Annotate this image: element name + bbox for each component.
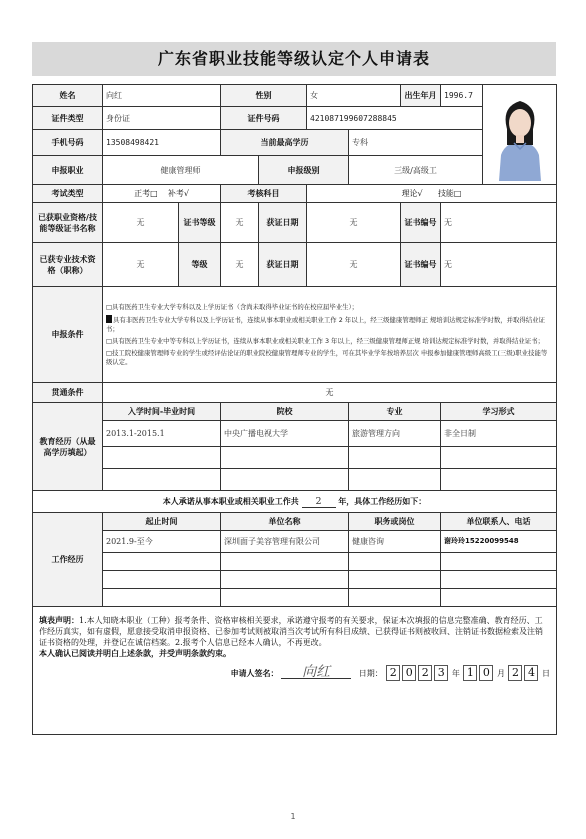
page-number: 1 [290, 812, 296, 821]
edu-cell [103, 469, 221, 491]
edu-cell [349, 469, 441, 491]
work-header-position: 职务或岗位 [349, 513, 441, 531]
exam-subject-label: 考核科目 [221, 185, 307, 203]
work-cell [349, 553, 441, 571]
subject-theory-option: 理论√ [401, 189, 423, 198]
through-label: 贯通条件 [33, 383, 103, 403]
level2-value: 无 [221, 243, 259, 287]
month-char: 月 [496, 669, 505, 678]
education-value: 专科 [349, 129, 483, 156]
day-digit: 4 [524, 665, 538, 681]
applicant-signature: 向红 [281, 667, 351, 679]
exam-retake-option: 补考√ [167, 189, 189, 198]
subject-skill-option: 技能□ [437, 189, 462, 198]
checked-box-icon [106, 315, 112, 323]
cert-level-label: 证书等级 [179, 203, 221, 243]
birth-label: 出生年月 [401, 85, 441, 107]
work-cell [103, 553, 221, 571]
sign-label: 申请人签名： [230, 669, 279, 678]
edu-cell [441, 447, 557, 469]
work-header-period: 起止时间 [103, 513, 221, 531]
id-type-label: 证件类型 [33, 107, 103, 129]
date-digit: 2 [386, 665, 400, 681]
level-label: 申报级别 [259, 156, 349, 185]
edu-cell [221, 447, 349, 469]
declaration-head: 填表声明： [39, 616, 79, 625]
condition-item-checked [106, 315, 553, 334]
tech-title-label: 已获专业技术资格（职称） [33, 243, 103, 287]
date-label: 日期： [358, 669, 383, 678]
obtain-date-value: 无 [307, 203, 401, 243]
occupation-label: 申报职业 [33, 156, 103, 185]
exam-normal-option: 正考□ [134, 189, 158, 198]
id-type-value: 身份证 [103, 107, 221, 129]
phone-label: 手机号码 [33, 129, 103, 156]
work-cell: 谢玲玲15220099548 [441, 531, 557, 553]
edu-cell: 旅游管理方向 [349, 421, 441, 447]
level2-label: 等级 [179, 243, 221, 287]
signature-row [39, 665, 550, 681]
work-history-label: 工作经历 [33, 513, 103, 607]
declaration-body: 1.本人知晓本职业（工种）报考条件、资格审核相关要求，承诺遵守报考的有关要求，保证本次填报的信息完整准确、教育经历、工作经历真实，如有虚假，愿意接受取消申报资格、已参加考试则被取消当次考试所有科目成绩、已获得证书则被收回、注销证书数据检索及注销证书资格的处理，并登记在诚信档案。2.报考个人信息已经本人确认，不再更改。 [39, 616, 543, 647]
work-cell: 健康咨询 [349, 531, 441, 553]
id-no-value: 421087199607288845 [307, 107, 483, 129]
cert-no-label: 证书编号 [401, 203, 441, 243]
edu-cell [441, 469, 557, 491]
day-char: 日 [542, 669, 551, 678]
cert-level-value: 无 [221, 203, 259, 243]
application-form-table [32, 84, 557, 735]
applicant-photo-image [485, 85, 555, 181]
work-cell [221, 571, 349, 589]
month-digit: 0 [479, 665, 493, 681]
edu-cell: 非全日制 [441, 421, 557, 447]
obtain-date2-label: 获证日期 [259, 243, 307, 287]
obtain-date-label: 获证日期 [259, 203, 307, 243]
condition-item: □技工院校健康管理师专业的学生或经评估论证的职业院校健康管理师专业的学生，可在其毕业学年按培养层次 申报参加健康管理师高级工(三级)职业技能等级认定。 [106, 348, 548, 366]
cert-no-value: 无 [441, 203, 557, 243]
edu-cell [349, 447, 441, 469]
name-value: 向红 [103, 85, 221, 107]
declaration-text [39, 615, 550, 648]
edu-header-major: 专业 [349, 403, 441, 421]
exam-type-options [103, 185, 221, 203]
commit-years: 2 [302, 496, 336, 508]
birth-value: 1996.7 [441, 85, 483, 107]
id-no-label: 证件号码 [221, 107, 307, 129]
education-label: 当前最高学历 [221, 129, 349, 156]
edu-header-time: 入学时间-毕业时间 [103, 403, 221, 421]
form-title: 广东省职业技能等级认定个人申请表 [32, 42, 556, 76]
phone-value: 13508498421 [103, 129, 221, 156]
through-value: 无 [103, 383, 557, 403]
condition-item-text: 具有非医药卫生专业大学专科以及上学历证书，连续从事本职业或相关职业工作 2 年以上，经三级健康管理师正 规培训达规定标准学时数，并取得结业证书； [106, 315, 545, 333]
work-header-employer: 单位名称 [221, 513, 349, 531]
work-cell [103, 589, 221, 607]
level-value: 三级/高级工 [349, 156, 483, 185]
edu-cell [103, 447, 221, 469]
condition-item: □具有医药卫生专业大学专科以及上学历证书（含尚未取得毕业证书的在校应届毕业生）； [106, 302, 359, 311]
gender-label: 性别 [221, 85, 307, 107]
applicant-photo [483, 85, 557, 185]
commit-suffix: 年，具体工作经历如下： [338, 496, 427, 506]
edu-cell: 中央广播电视大学 [221, 421, 349, 447]
edu-header-school: 院校 [221, 403, 349, 421]
work-cell [349, 571, 441, 589]
obtain-date2-value: 无 [307, 243, 401, 287]
work-header-contact: 单位联系人、电话 [441, 513, 557, 531]
commit-prefix: 本人承诺从事本职业或相关职业工作共 [162, 496, 299, 506]
date-digit: 3 [434, 665, 448, 681]
occupation-value: 健康管理师 [103, 156, 259, 185]
vocational-cert-value: 无 [103, 203, 179, 243]
work-cell: 深圳面子美容管理有限公司 [221, 531, 349, 553]
edu-header-form: 学习形式 [441, 403, 557, 421]
work-cell [441, 571, 557, 589]
gender-value: 女 [307, 85, 401, 107]
edu-history-label: 教育经历（从最高学历填起） [33, 403, 103, 491]
month-digit: 1 [463, 665, 477, 681]
work-cell [221, 553, 349, 571]
work-cell [441, 589, 557, 607]
exam-subject-options [307, 185, 557, 203]
edu-cell [221, 469, 349, 491]
tech-title-value: 无 [103, 243, 179, 287]
work-cell [349, 589, 441, 607]
conditions-label: 申报条件 [33, 287, 103, 383]
date-digit: 0 [402, 665, 416, 681]
conditions-list [103, 287, 557, 383]
day-digit: 2 [508, 665, 522, 681]
cert-no2-label: 证书编号 [401, 243, 441, 287]
date-digit: 2 [418, 665, 432, 681]
cert-no2-value: 无 [441, 243, 557, 287]
name-label: 姓名 [33, 85, 103, 107]
condition-item: □具有医药卫生专业中等专科以上学历证书，连续从事本职业或相关职业工作 3 年以上，经三级健康管理师正规 培训达规定标准学时数，并取得结业证书； [106, 336, 544, 345]
edu-cell: 2013.1-2015.1 [103, 421, 221, 447]
declaration-confirm: 本人确认已阅读并明白上述条款，并受声明条款约束。 [39, 649, 231, 658]
work-cell [441, 553, 557, 571]
vocational-cert-label: 已获职业资格/技能等级证书名称 [33, 203, 103, 243]
work-commitment [33, 491, 557, 513]
year-char: 年 [451, 669, 460, 678]
exam-type-label: 考试类型 [33, 185, 103, 203]
work-cell [221, 589, 349, 607]
work-cell [103, 571, 221, 589]
declaration-block [33, 607, 557, 735]
work-cell: 2021.9-至今 [103, 531, 221, 553]
